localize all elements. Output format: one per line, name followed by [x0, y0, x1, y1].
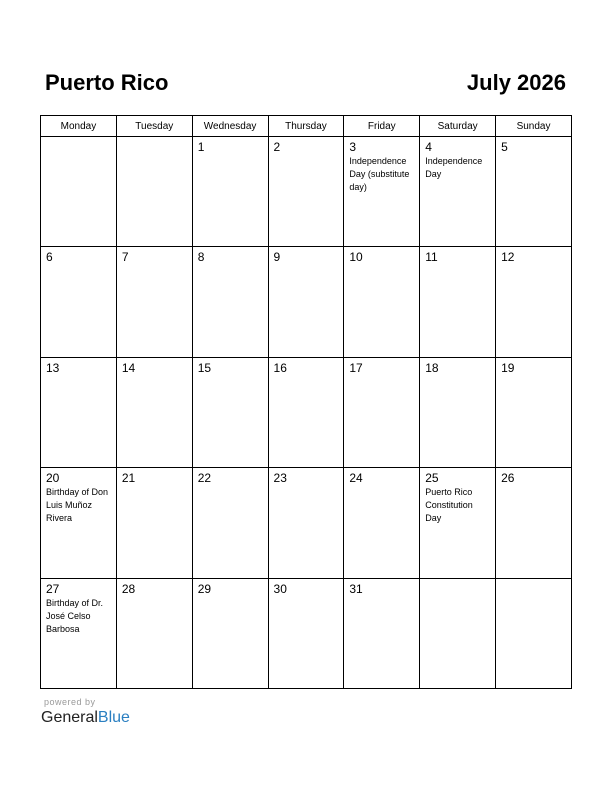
day-cell: [420, 578, 496, 688]
week-row: [41, 468, 572, 578]
day-cell: [116, 137, 192, 247]
weekday-header: Saturday: [420, 116, 496, 137]
day-cell: [268, 468, 344, 578]
day-number: 4: [425, 140, 432, 154]
day-cell: [496, 578, 572, 688]
week-row: [41, 357, 572, 467]
holiday-label: Puerto Rico Constitution Day: [425, 487, 473, 524]
day-number: 19: [501, 360, 515, 375]
day-number: 7: [121, 250, 129, 265]
month-year-title: July 2026: [466, 70, 566, 95]
generalblue-logo: [41, 709, 130, 727]
day-number: 23: [273, 471, 287, 486]
holiday-label: Independence Day (substitute day): [349, 156, 410, 192]
day-cell: [496, 357, 572, 467]
day-number: 18: [425, 360, 439, 375]
day-number: 20: [46, 471, 60, 486]
day-number: 27: [46, 581, 60, 596]
page-title: Puerto Rico: [45, 70, 169, 95]
day-number: 28: [121, 581, 136, 596]
weekday-header: Monday: [41, 116, 117, 137]
day-cell: [116, 578, 192, 688]
day-number: 21: [121, 471, 136, 486]
day-number: 8: [197, 250, 205, 265]
day-number: 15: [197, 360, 212, 375]
holiday-label: Independence Day: [425, 156, 483, 179]
day-number: 26: [501, 471, 515, 486]
day-number: 25: [425, 471, 439, 486]
day-number: 3: [349, 140, 357, 154]
day-number: 11: [425, 250, 438, 265]
calendar-grid: [40, 115, 572, 689]
day-cell: [41, 137, 117, 247]
day-cell: [496, 468, 572, 578]
day-number: 31: [349, 581, 363, 596]
weekday-header: Tuesday: [116, 116, 192, 137]
powered-by-label: powered by: [44, 697, 96, 707]
day-cell: [344, 468, 420, 578]
weekday-header: Wednesday: [192, 116, 268, 137]
day-cell: [344, 137, 420, 247]
day-cell: [41, 578, 117, 688]
day-cell: [192, 247, 268, 357]
day-cell: [496, 137, 572, 247]
day-cell: [268, 247, 344, 357]
day-number: 22: [197, 471, 212, 486]
day-cell: [344, 357, 420, 467]
day-number: 30: [273, 581, 287, 596]
brand-general-text: General: [41, 709, 98, 726]
weekday-header: Friday: [344, 116, 420, 137]
day-number: 16: [273, 360, 287, 375]
day-cell: [496, 247, 572, 357]
day-cell: [41, 468, 117, 578]
day-cell: [344, 578, 420, 688]
holiday-label: Birthday of Dr. José Celso Barbosa: [46, 597, 104, 634]
day-cell: [268, 357, 344, 467]
day-cell: [420, 357, 496, 467]
week-row: [41, 578, 572, 688]
day-cell: [116, 247, 192, 357]
day-number: 5: [501, 140, 508, 154]
day-number: 6: [46, 250, 53, 265]
day-cell: [192, 578, 268, 688]
week-row: [41, 137, 572, 247]
day-cell: [420, 468, 496, 578]
day-cell: [420, 247, 496, 357]
weekday-header-row: [41, 116, 572, 137]
weekday-header: Thursday: [268, 116, 344, 137]
day-cell: [116, 357, 192, 467]
day-cell: [268, 578, 344, 688]
day-cell: [420, 137, 496, 247]
day-cell: [41, 357, 117, 467]
day-cell: [344, 247, 420, 357]
day-cell: [41, 247, 117, 357]
weekday-header: Sunday: [496, 116, 572, 137]
day-number: 13: [46, 360, 60, 375]
day-number: 14: [121, 360, 136, 375]
day-number: 1: [197, 140, 205, 154]
day-cell: [268, 137, 344, 247]
day-number: 12: [501, 250, 515, 265]
day-cell: [192, 137, 268, 247]
day-cell: [192, 357, 268, 467]
brand-blue-text: Blue: [97, 709, 130, 726]
day-number: 17: [349, 360, 363, 375]
holiday-label: Birthday of Don Luis Muñoz Rivera: [46, 487, 109, 524]
day-number: 9: [273, 250, 281, 265]
day-number: 29: [197, 581, 212, 596]
day-cell: [116, 468, 192, 578]
day-number: 2: [273, 140, 281, 154]
day-number: 24: [349, 471, 363, 486]
day-number: 10: [349, 250, 363, 265]
week-row: [41, 247, 572, 357]
day-cell: [192, 468, 268, 578]
